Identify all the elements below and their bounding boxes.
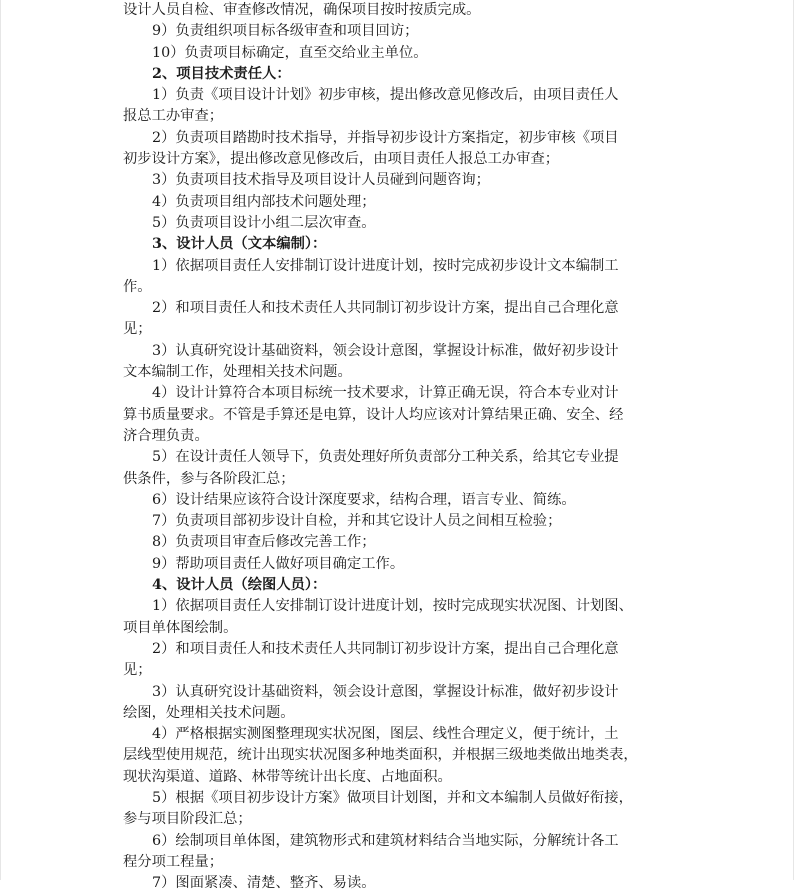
paragraph-line: 算书质量要求。不管是手算还是电算，设计人均应该对计算结果正确、安全、经 xyxy=(123,406,624,423)
paragraph-line: 设计人员自检、审查修改情况，确保项目按时按质完成。 xyxy=(123,2,481,18)
paragraph-line: 3）认真研究设计基础资料，领会设计意图，掌握设计标准，做好初步设计 xyxy=(152,683,619,700)
paragraph-line: 4）负责项目组内部技术问题处理； xyxy=(152,193,376,210)
paragraph-line: 6）绘制项目单体图，建筑物形式和建筑材料结合当地实际，分解统计各工 xyxy=(152,832,619,849)
paragraph-line: 9）帮助项目责任人做好项目确定工作。 xyxy=(152,555,405,572)
paragraph-line: 4）严格根据实测图整理现实状况图，图层、线性合理定义，便于统计，土 xyxy=(152,726,619,743)
paragraph-line: 7）负责项目部初步设计自检，并和其它设计人员之间相互检验； xyxy=(152,513,562,530)
paragraph-line: 8）负责项目审查后修改完善工作； xyxy=(152,534,376,551)
paragraph-line: 程分项工程量； xyxy=(123,853,224,870)
paragraph-line: 济合理负责。 xyxy=(123,427,209,444)
paragraph-line: 1）依据项目责任人安排制订设计进度计划，按时完成现实状况图、计划图、 xyxy=(152,598,633,615)
paragraph-line: 1）依据项目责任人安排制订设计进度计划，按时完成初步设计文本编制工 xyxy=(152,257,619,274)
paragraph-line: 项目单体图绘制。 xyxy=(123,619,238,636)
paragraph-line: 10）负责项目标确定，直至交给业主单位。 xyxy=(152,44,428,61)
paragraph-line: 5）根据《项目初步设计方案》做项目计划图，并和文本编制人员做好衔接， xyxy=(152,789,633,806)
paragraph-line: 见； xyxy=(123,321,152,338)
paragraph-line: 3）认真研究设计基础资料，领会设计意图，掌握设计标准，做好初步设计 xyxy=(152,342,619,359)
document-body xyxy=(123,0,683,894)
paragraph-line: 文本编制工作，处理相关技术问题。 xyxy=(123,364,352,381)
paragraph-line: 参与项目阶段汇总； xyxy=(123,811,252,828)
section-heading: 3、设计人员（文本编制）： xyxy=(152,236,327,253)
paragraph-line: 4）设计计算符合本项目标统一技术要求，计算正确无误，符合本专业对计 xyxy=(152,385,619,402)
paragraph-line: 9）负责组织项目标各级审查和项目回访； xyxy=(152,23,419,40)
paragraph-line: 绘图，处理相关技术问题。 xyxy=(123,704,295,721)
paragraph-line: 2）和项目责任人和技术责任人共同制订初步设计方案，提出自己合理化意 xyxy=(152,300,619,317)
paragraph-line: 供条件，参与各阶段汇总； xyxy=(123,470,295,487)
paragraph-line: 现状沟渠道、道路、林带等统计出长度、占地面积。 xyxy=(123,768,452,785)
paragraph-line: 2）负责项目踏勘时技术指导，并指导初步设计方案指定，初步审核《项目 xyxy=(152,129,619,146)
paragraph-line: 作。 xyxy=(123,278,152,295)
section-heading: 2、项目技术责任人： xyxy=(152,65,291,82)
paragraph-line: 见； xyxy=(123,662,152,679)
paragraph-line: 报总工办审查； xyxy=(123,108,224,125)
paragraph-line: 初步设计方案》，提出修改意见修改后，由项目责任人报总工办审查； xyxy=(123,151,560,168)
paragraph-line: 7）图面紧凑、清楚、整齐、易读。 xyxy=(152,875,376,892)
section-heading: 4、设计人员（绘图人员）： xyxy=(152,577,327,594)
paragraph-line: 5）负责项目设计小组二层次审查。 xyxy=(152,214,376,231)
paragraph-line: 5）在设计责任人领导下，负责处理好所负责部分工种关系，给其它专业提 xyxy=(152,449,619,466)
paragraph-line: 2）和项目责任人和技术责任人共同制订初步设计方案，提出自己合理化意 xyxy=(152,640,619,657)
paragraph-line: 6）设计结果应该符合设计深度要求，结构合理，语言专业、简练。 xyxy=(152,491,576,508)
paragraph-line: 3）负责项目技术指导及项目设计人员碰到问题咨询； xyxy=(152,172,490,189)
paragraph-line: 1）负责《项目设计计划》初步审核，提出修改意见修改后，由项目责任人 xyxy=(152,87,619,104)
paragraph-line: 层线型使用规范，统计出现实状况图多种地类面积，并根据三级地类做出地类表， xyxy=(123,747,638,764)
